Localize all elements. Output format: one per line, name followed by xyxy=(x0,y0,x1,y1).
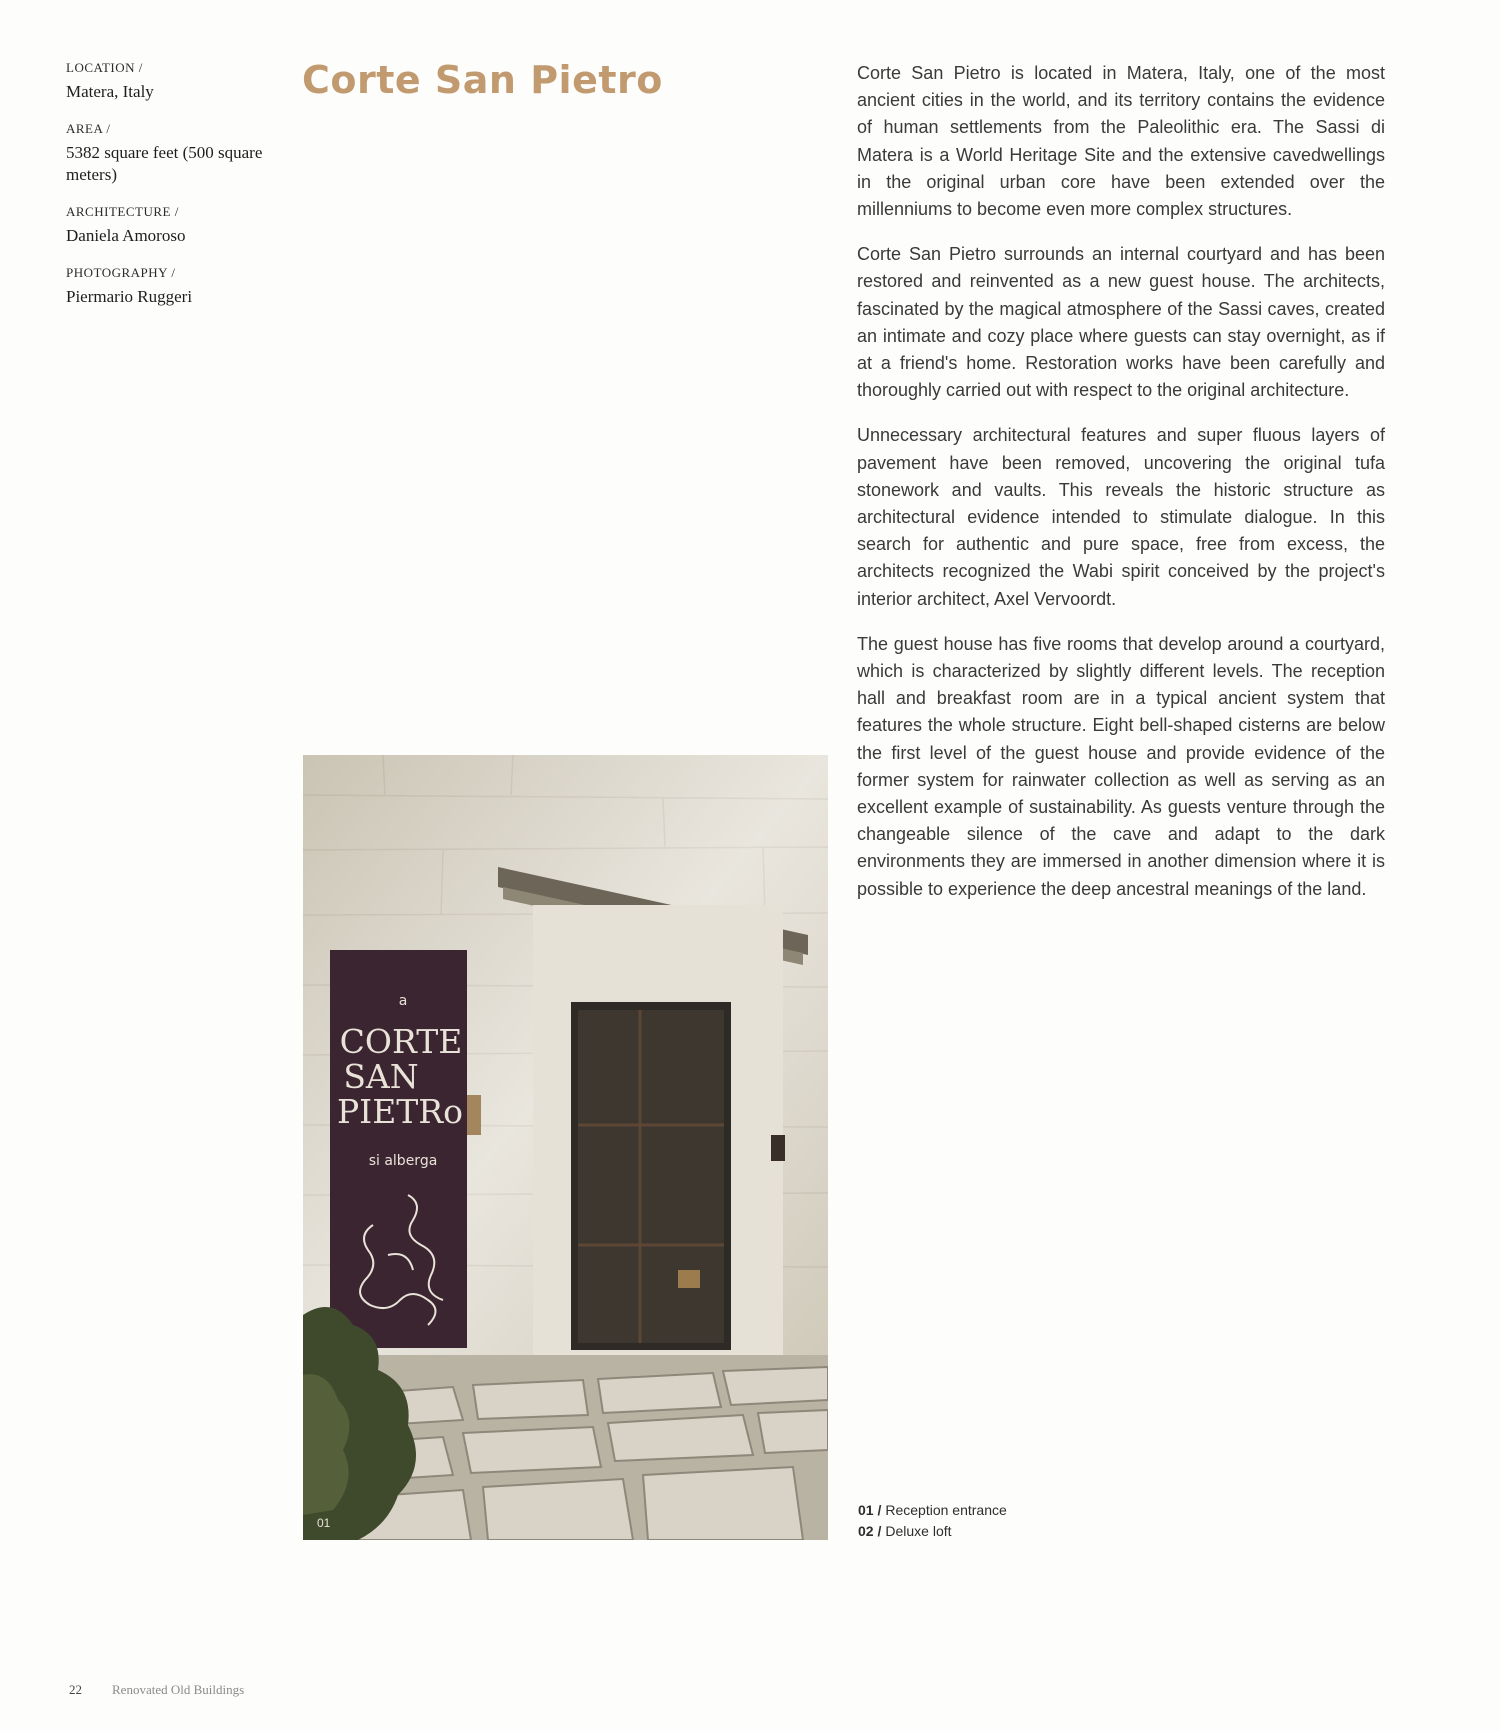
project-info xyxy=(66,60,266,326)
caption-item xyxy=(858,1500,1007,1521)
photography-label: PHOTOGRAPHY / xyxy=(66,265,176,280)
caption-number: 02 / xyxy=(858,1523,882,1539)
paragraph: The guest house has five rooms that develop around a courtyard, which is characterized by slightly different levels. The reception hall and breakfast room are in a typical ancient system that features the whole structure. Eight bell-shaped cisterns are below the first level of the guest house and provide evidence of the former system for rainwater collection as well as serving as an excellent example of sustainability. As guests venture through the changeable silence of the cave and adapt to the dark environments they are immersed in another dimension where it is possible to experience the deep ancestral meanings of the land. xyxy=(857,633,1385,899)
paragraph: Corte San Pietro surrounds an internal courtyard and has been restored and reinvented as a new guest house. The architects, fascinated by the magical atmosphere of the Sassi caves, created an intimate and cozy place where guests can stay overnight, as if at a friend's home. Restoration works have been carefully and thoroughly carried out with respect to the original architecture. xyxy=(857,244,1385,401)
photo-number: 01 xyxy=(317,1516,331,1530)
reception-entrance-photo xyxy=(303,755,828,1540)
architecture-value: Daniela Amoroso xyxy=(66,226,186,245)
sign-text-line2: SAN xyxy=(343,1057,419,1096)
architecture-label: ARCHITECTURE / xyxy=(66,204,179,219)
location-value: Matera, Italy xyxy=(66,82,154,101)
photo-captions xyxy=(858,1500,1007,1542)
page-number: 22 xyxy=(69,1682,82,1697)
paragraph: Unnecessary architectural features and super fluous layers of pavement have been removed, uncovering the original tufa stonework and vaults. This reveals the historic structure as architectural evidence intended to stimulate dialogue. In this search for authentic and pure space, free from excess, the architects recognized the Wabi spirit conceived by the project's interior architect, Axel Vervoordt. xyxy=(857,425,1385,609)
sign-text-line3: PIETRo xyxy=(336,1092,464,1131)
location-label: LOCATION / xyxy=(66,60,143,75)
article-body xyxy=(857,60,1385,921)
caption-text: Reception entrance xyxy=(885,1502,1007,1518)
caption-item xyxy=(858,1521,1007,1542)
area-value: 5382 square feet (500 square meters) xyxy=(66,143,263,184)
page-footer xyxy=(69,1682,244,1698)
sign-text-small: a xyxy=(398,993,408,1009)
photography-value: Piermario Ruggeri xyxy=(66,287,193,306)
page-title: Corte San Pietro xyxy=(302,58,663,102)
sign-text-sub: si alberga xyxy=(368,1153,438,1169)
caption-number: 01 / xyxy=(858,1502,882,1518)
caption-text: Deluxe loft xyxy=(885,1523,952,1539)
photo-illustration xyxy=(303,755,828,1540)
sign-text-line1: CORTE xyxy=(339,1022,463,1061)
section-name: Renovated Old Buildings xyxy=(112,1682,245,1697)
area-label: AREA / xyxy=(66,121,111,136)
paragraph: Corte San Pietro is located in Matera, Italy, one of the most ancient cities in the world, and its territory contains the evidence of human settlements from the Paleolithic era. The Sassi di Matera is a World Heritage Site and the extensive cavedwellings in the original urban core have been extended over the millenniums to become even more complex structures. xyxy=(857,63,1385,220)
